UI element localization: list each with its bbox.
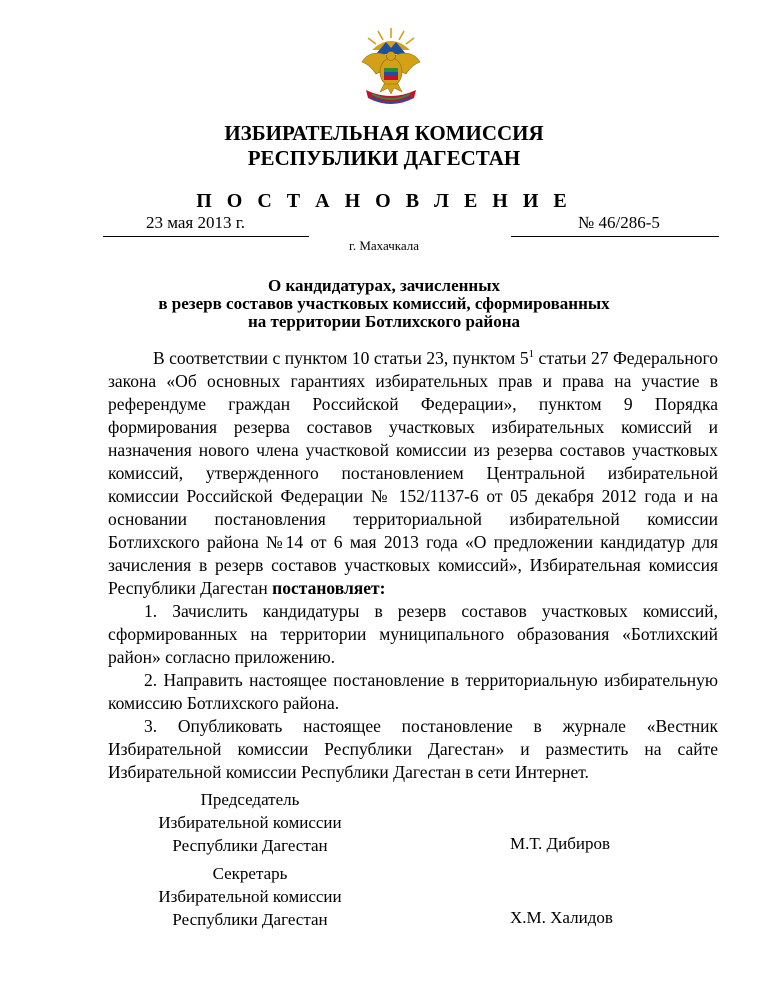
resolution-item-3: 3. Опубликовать настоящее постановление в журнале «Вестник Избирательной комиссии Республики Дагестан» и разместить на сайте Избирательной комиссии Республики Дагестан в сети Интернет.: [108, 716, 718, 782]
resolution-item-2: 2. Направить настоящее постановление в территориальную избирательную комиссию Ботлихского района.: [108, 670, 718, 713]
coat-of-arms-icon: [358, 24, 424, 116]
chair-name: М.Т. Дибиров: [510, 834, 611, 853]
secretary-role-line3: Республики Дагестан: [172, 910, 328, 929]
secretary-name: Х.М. Халидов: [510, 908, 613, 927]
document-body: [108, 347, 718, 784]
intro-text-b: статьи 27 Федерального закона «Об основных гарантиях избирательных прав и права на участие в референдуме граждан Российской Федерации», пунктом 9 Порядка формирования резерва составов участковых избирательных комиссий и назначения нового члена участковой комиссии из резерва составов участковых комиссий, утвержденного постановлением Центральной избирательной комиссии Российской Федерации № 152/1137-6 от 05 декабря 2012 года и на основании постановления территориальной избирательной комиссии Ботлихского района №14 от 6 мая 2013 года «О предложении кандидатур для зачисления в резерв составов участковых комиссий», Избирательная комиссия Республики Дагестан: [108, 348, 718, 598]
intro-resolves: постановляет:: [272, 578, 386, 598]
number-underline: [511, 236, 719, 237]
date-underline: [103, 236, 309, 237]
document-date: 23 мая 2013 г.: [146, 213, 246, 232]
chair-signature-block: [120, 788, 380, 857]
resolution-item-1: 1. Зачислить кандидатуры в резерв составов участковых комиссий, сформированных на территории муниципального образования «Ботлихский район» согласно приложению.: [108, 601, 718, 667]
chair-role-line2: Избирательной комиссии: [158, 813, 342, 832]
document-heading-line2: в резерв составов участковых комиссий, сформированных: [158, 294, 610, 313]
organization-title-line1: ИЗБИРАТЕЛЬНАЯ КОМИССИЯ: [224, 121, 544, 145]
intro-paragraph: [108, 347, 718, 600]
chair-role-line3: Республики Дагестан: [172, 836, 328, 855]
document-heading-line3: на территории Ботлихского района: [247, 312, 521, 331]
intro-superscript: 1: [528, 348, 535, 360]
secretary-role-line2: Избирательной комиссии: [158, 887, 342, 906]
document-heading-line1: О кандидатурах, зачисленных: [268, 276, 500, 295]
document-type: П О С Т А Н О В Л Е Н И Е: [196, 190, 572, 212]
secretary-signature-block: [120, 862, 380, 931]
secretary-role-line1: Секретарь: [212, 864, 288, 883]
document-number: № 46/286-5: [578, 213, 660, 232]
chair-role-line1: Председатель: [200, 790, 300, 809]
document-city: г. Махачкала: [348, 238, 420, 253]
organization-title-line2: РЕСПУБЛИКИ ДАГЕСТАН: [247, 146, 521, 170]
intro-text-a: В соответствии с пунктом 10 статьи 23, пунктом 5: [153, 348, 529, 368]
